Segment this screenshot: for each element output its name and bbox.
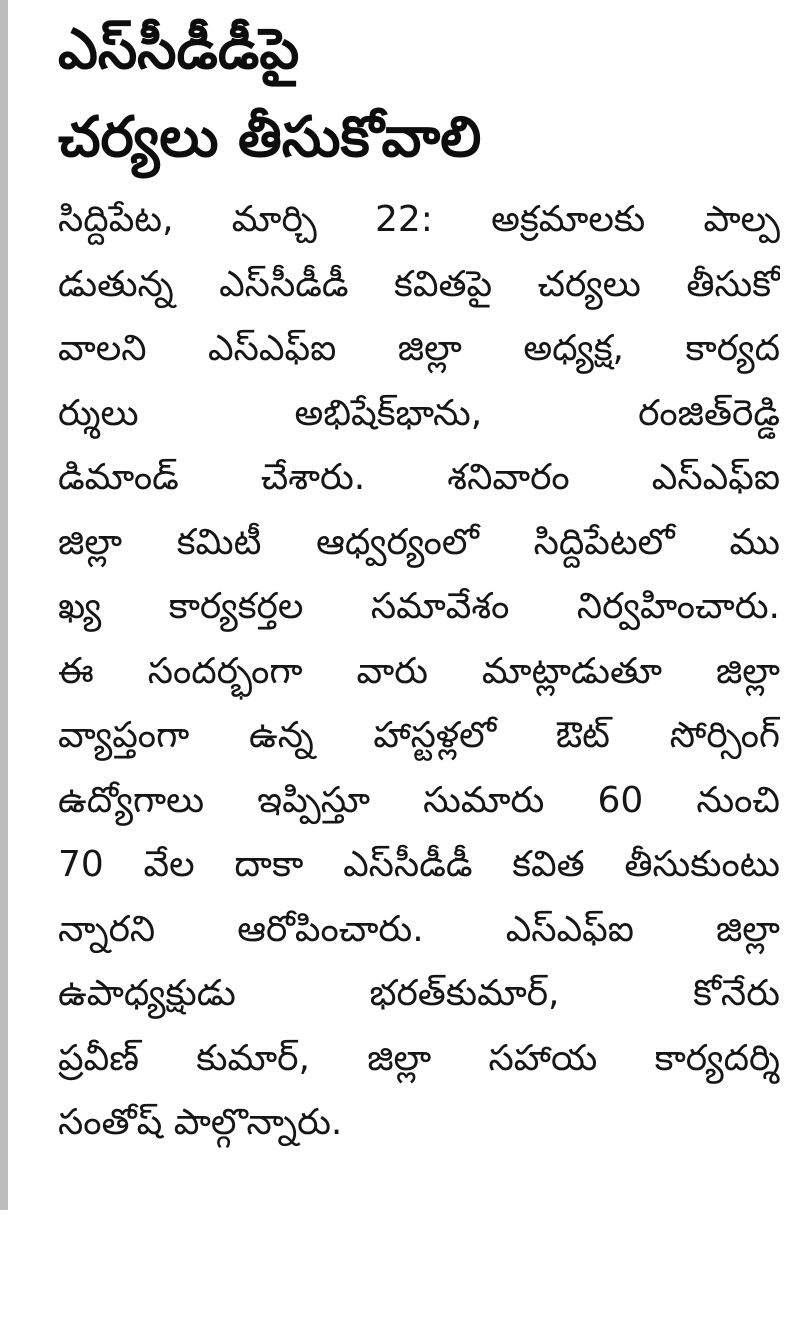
body-line: ఖ్య కార్యకర్తల సమావేశం నిర్వహించారు. bbox=[58, 586, 780, 627]
article-body bbox=[58, 188, 780, 1156]
body-line: ర్శులు అభిషేక్‌భాను, రంజిత్‌రెడ్డి bbox=[58, 392, 780, 434]
body-line: డుతున్న ఎస్‌సీడీడీ కవితపై చర్యలు తీసుకో bbox=[58, 263, 780, 305]
body-line: సిద్దిపేట, మార్చి 22: అక్రమాలకు పాల్ప bbox=[58, 199, 780, 240]
body-line: న్నారని ఆరోపించారు. ఎస్‌ఎఫ్‌ఐ జిల్లా bbox=[58, 908, 780, 950]
body-line: సంతోష్ పాల్గొన్నారు. bbox=[58, 1102, 343, 1143]
body-line: జిల్లా కమిటీ ఆధ్వర్యంలో సిద్దిపేటలో ము bbox=[58, 521, 780, 563]
news-clipping bbox=[58, 6, 780, 1156]
body-line: ఉద్యోగాలు ఇప్పిస్తూ సుమారు 60 నుంచి bbox=[58, 779, 780, 821]
body-line: డిమాండ్ చేశారు. శనివారం ఎస్‌ఎఫ్‌ఐ bbox=[58, 457, 780, 498]
headline-line-2: చర్యలు తీసుకోవాలి bbox=[58, 105, 482, 170]
body-line: ప్రవీణ్ కుమార్, జిల్లా సహాయ కార్యదర్శి bbox=[58, 1037, 780, 1079]
body-line: వ్యాప్తంగా ఉన్న హాస్టళ్లలో ఔట్ సోర్సింగ్ bbox=[58, 715, 780, 756]
body-line: వాలని ఎస్‌ఎఫ్‌ఐ జిల్లా అధ్యక్ష, కార్యద bbox=[58, 328, 780, 369]
column-divider bbox=[0, 0, 8, 1210]
body-line: ఈ సందర్భంగా వారు మాట్లాడుతూ జిల్లా bbox=[58, 650, 780, 692]
headline bbox=[58, 6, 780, 182]
body-line: 70 వేల దాకా ఎస్‌సీడీడీ కవిత తీసుకుంటు bbox=[58, 844, 780, 885]
headline-line-1: ఎస్‌సీడీడీపై bbox=[58, 17, 300, 82]
body-line: ఉపాధ్యక్షుడు భరత్‌కుమార్, కోనేరు bbox=[58, 973, 780, 1014]
